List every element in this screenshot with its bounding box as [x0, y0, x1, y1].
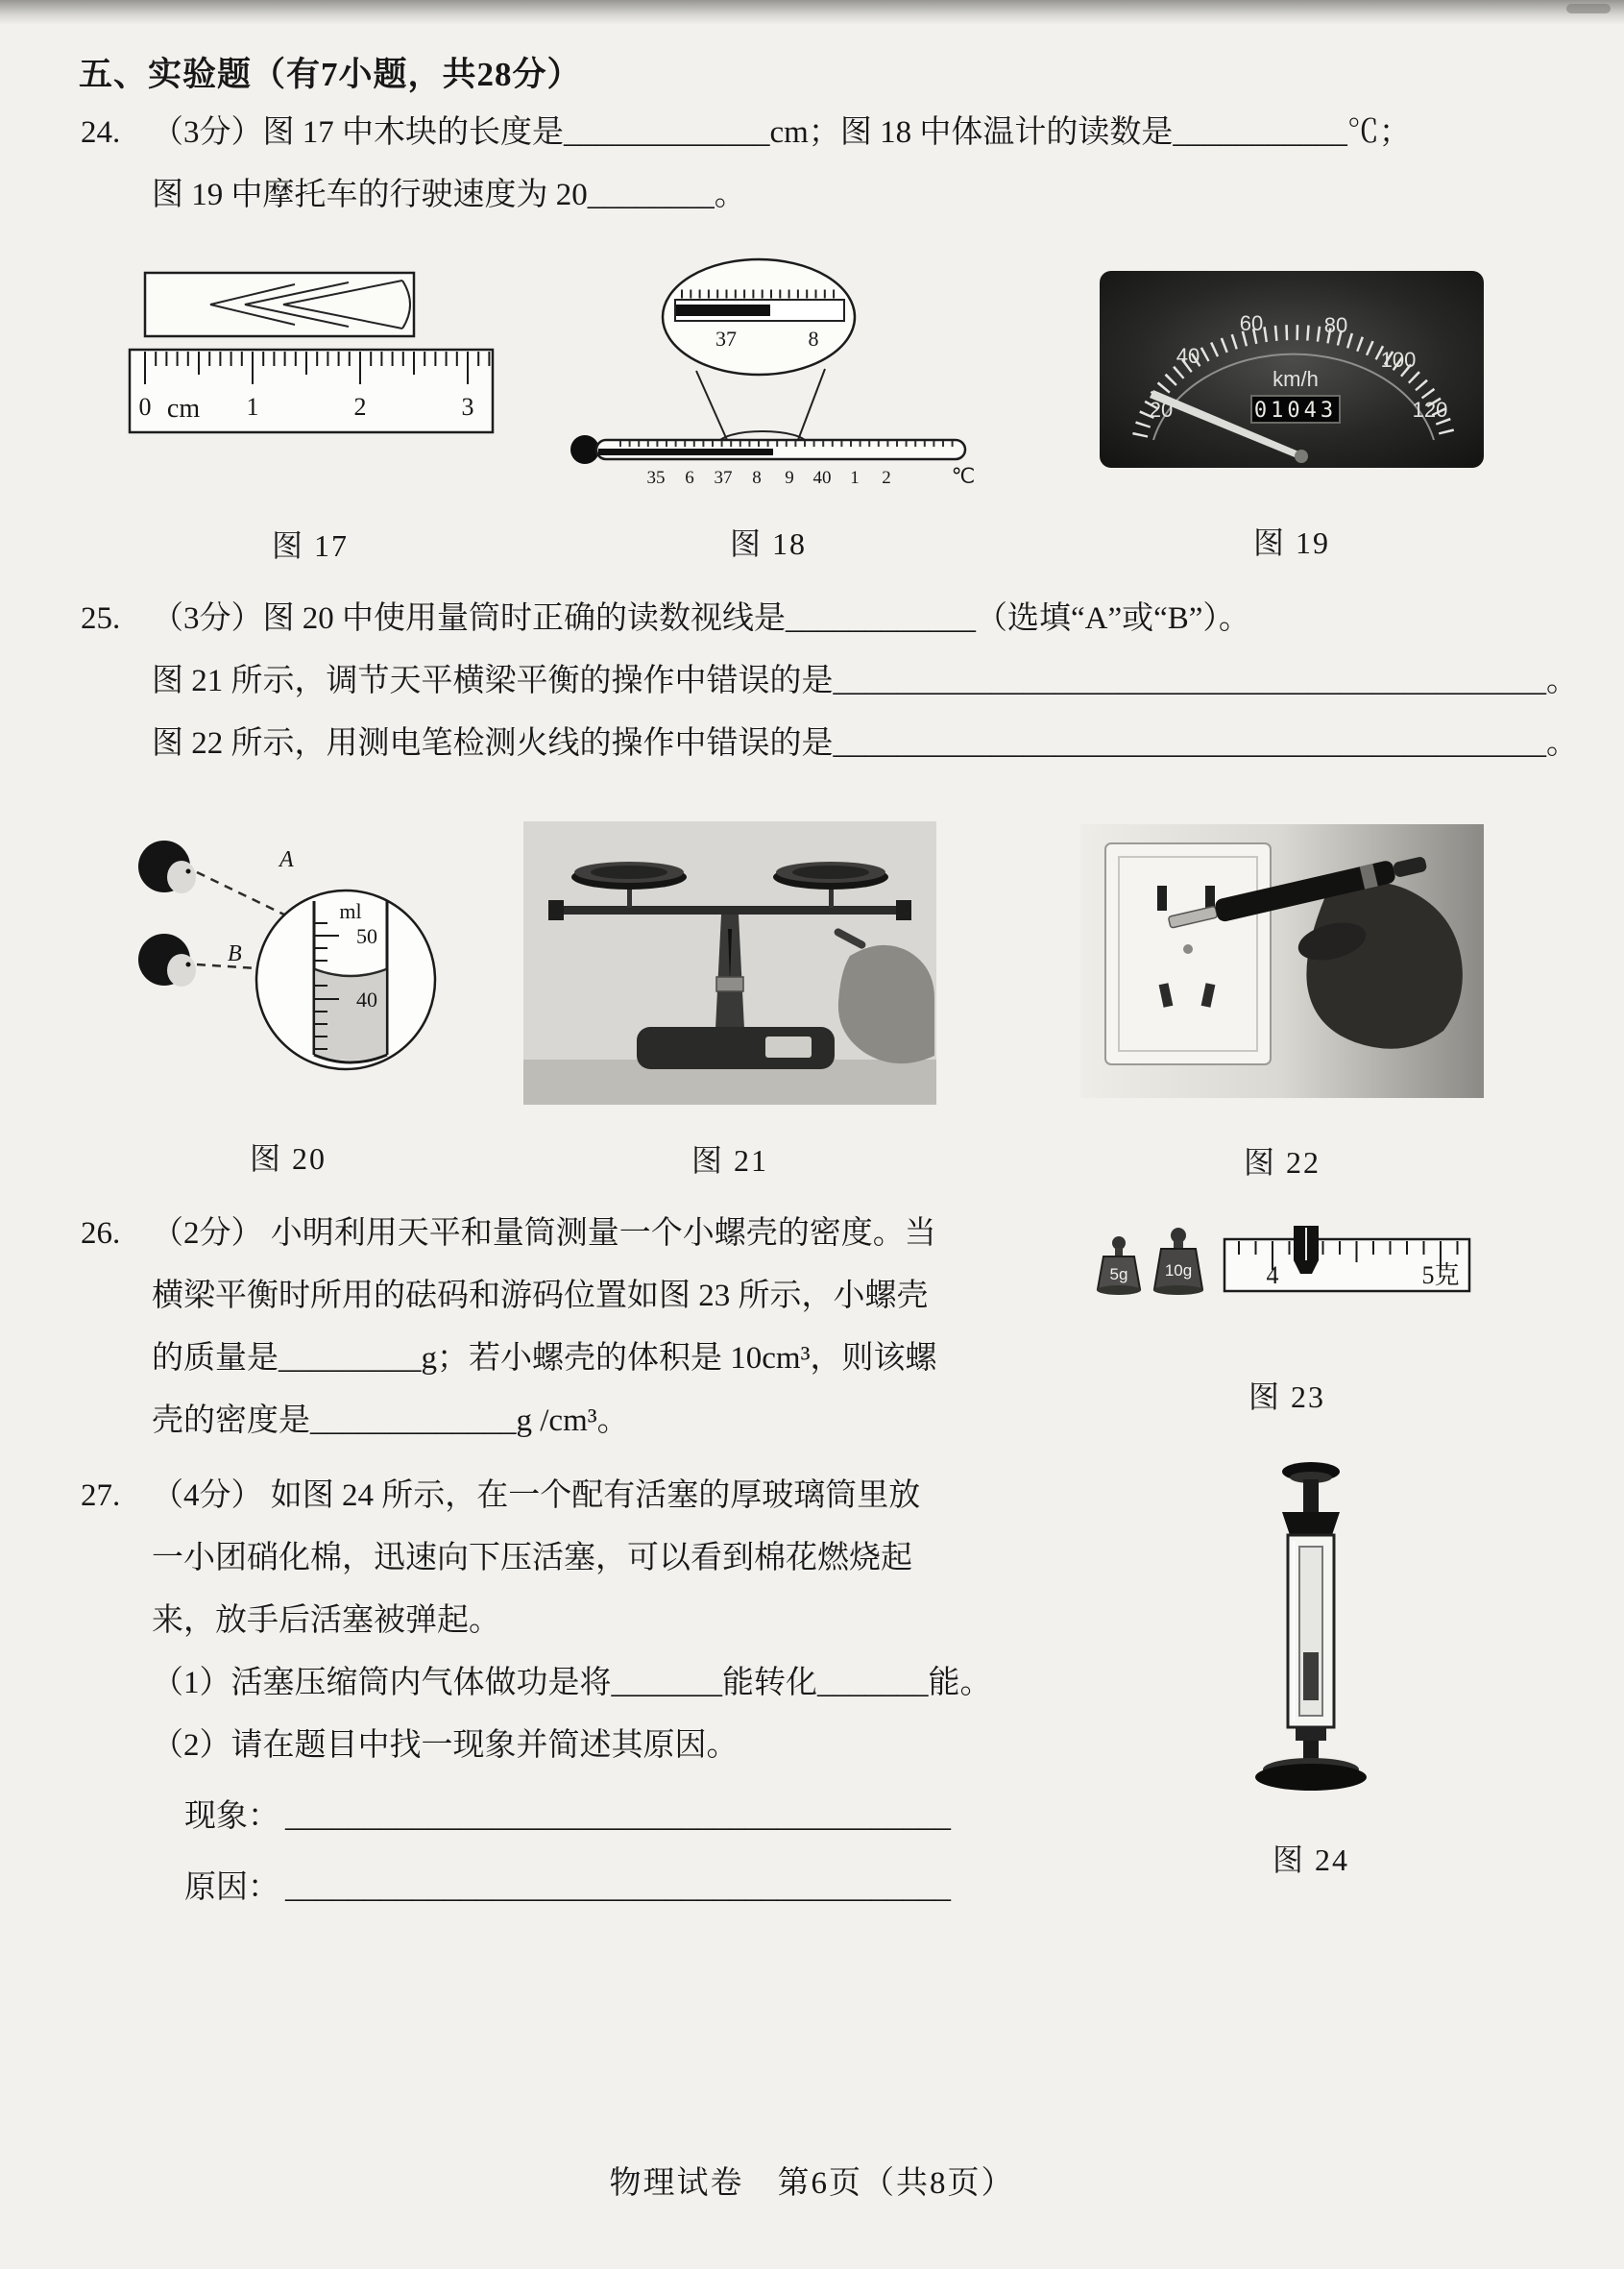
- scale-38: 8: [752, 468, 762, 488]
- cotton-wad: [1303, 1652, 1319, 1700]
- sight-label-b: B: [228, 941, 242, 966]
- ruler-label-cm: cm: [166, 394, 201, 424]
- thermometer-body: [570, 435, 975, 488]
- thermometer-illustration: [552, 252, 984, 490]
- question-26-line-1: （2分） 小明利用天平和量筒测量一个小螺壳的密度。当: [152, 1216, 936, 1251]
- stand-base: [1255, 1727, 1367, 1791]
- reason-blank: __________________________________________: [285, 1870, 951, 1905]
- section-title: 五、实验题（有7小题，共28分）: [79, 56, 582, 93]
- speedometer-illustration: [1100, 271, 1484, 468]
- scale-40: 40: [812, 468, 832, 488]
- reason-row: [184, 1857, 992, 1919]
- scale-42: 2: [882, 468, 891, 488]
- page-footer: 物理试卷 第6页（共8页）: [609, 2166, 1015, 2201]
- dial-120: 120: [1412, 398, 1448, 422]
- phenomenon-row: [184, 1786, 992, 1848]
- piston-syringe-illustration: [1215, 1452, 1407, 1818]
- woodblock-ruler-illustration: [118, 257, 502, 480]
- mark-50: 50: [356, 924, 377, 948]
- scale-label-4: 4: [1266, 1261, 1279, 1289]
- dial-80: 80: [1323, 313, 1348, 337]
- sight-label-a: A: [279, 847, 294, 872]
- dial-100: 100: [1380, 348, 1417, 372]
- reason-label: 原因：: [184, 1870, 279, 1905]
- question-26: [81, 1203, 936, 1452]
- question-24-line-1: （3分）图 17 中木块的长度是_____________cm；图 18 中体温计的读数是___________℃；: [152, 115, 1411, 150]
- scan-edge-artifact: [0, 0, 1624, 25]
- weight-10g: [1153, 1228, 1203, 1295]
- celsius-unit: ℃: [951, 464, 976, 488]
- question-25-line-2: 图 21 所示，调节天平横梁平衡的操作中错误的是_____________________________________________。: [152, 664, 1578, 698]
- figure-21: [519, 821, 941, 1181]
- question-27-line-3: 来，放手后活塞被弹起。: [152, 1603, 500, 1638]
- question-26-line-3: 的质量是_________g；若小螺壳的体积是 10cm³，则该螺: [152, 1341, 937, 1376]
- figure-17-caption: 图 17: [271, 528, 349, 563]
- question-27-text: [152, 1465, 992, 1919]
- figure-22: [1076, 824, 1489, 1183]
- dial-40: 40: [1176, 344, 1200, 368]
- ml-unit: ml: [339, 899, 362, 923]
- ruler-label-3: 3: [461, 393, 474, 421]
- wall-socket: [1105, 843, 1271, 1064]
- scale-36: 6: [685, 468, 694, 488]
- question-24-number: 24.: [81, 115, 121, 150]
- liquid: [315, 969, 386, 1061]
- magnifier-view: [663, 259, 855, 456]
- scan-smudge-artifact: [1566, 4, 1611, 13]
- ruler-label-0: 0: [138, 393, 152, 421]
- weight-5g: [1097, 1236, 1141, 1295]
- figure-22-caption: 图 22: [1243, 1145, 1321, 1180]
- ruler-label-1: 1: [246, 393, 259, 421]
- figure-19: [1095, 271, 1489, 563]
- question-27-sub-2: （2）请在题目中找一现象并简述其原因。: [152, 1728, 739, 1763]
- figure-20: [106, 818, 471, 1179]
- question-25: [81, 588, 1578, 775]
- scale-41: 1: [850, 468, 860, 488]
- odometer-reading: 01043: [1253, 399, 1338, 423]
- figure-19-caption: 图 19: [1252, 525, 1330, 560]
- glass-tube: [1288, 1535, 1334, 1727]
- phenomenon-label: 现象：: [184, 1799, 279, 1834]
- question-27-line-2: 一小团硝化棉，迅速向下压活塞，可以看到棉花燃烧起: [152, 1541, 912, 1575]
- scale-label-5g: 5克: [1421, 1261, 1460, 1289]
- question-25-line-1: （3分）图 20 中使用量筒时正确的读数视线是____________（选填“A”或“B”）。: [152, 601, 1250, 636]
- kmh-unit: km/h: [1273, 367, 1319, 391]
- figure-23: [1076, 1222, 1498, 1417]
- figure-17: [113, 257, 507, 566]
- question-26-text: [152, 1203, 936, 1452]
- observer-head-b: [138, 934, 196, 987]
- dial-60: 60: [1239, 311, 1264, 335]
- question-25-line-3: 图 22 所示，用测电笔检测火线的操作中错误的是_____________________________________________。: [152, 726, 1578, 761]
- figure-21-caption: 图 21: [691, 1143, 768, 1178]
- ruler-label-2: 2: [353, 393, 367, 421]
- ruler: [130, 350, 493, 432]
- mark-40: 40: [356, 988, 377, 1012]
- question-26-line-2: 横梁平衡时所用的砝码和游码位置如图 23 所示，小螺壳: [152, 1279, 929, 1313]
- figure-20-caption: 图 20: [249, 1141, 327, 1176]
- question-27: [81, 1465, 992, 1919]
- magnified-label-8: 8: [808, 327, 819, 351]
- question-27-line-1: （4分） 如图 24 所示，在一个配有活塞的厚玻璃筒里放: [152, 1478, 921, 1513]
- balance-base: [637, 1027, 835, 1069]
- weights-rider-illustration: [1080, 1222, 1493, 1337]
- figure-24: [1191, 1452, 1431, 1880]
- observer-head-a: [138, 841, 196, 893]
- question-24: [81, 102, 1411, 227]
- magnified-label-37: 37: [715, 327, 737, 351]
- figure-23-caption: 图 23: [1248, 1379, 1325, 1414]
- question-24-line-2: 图 19 中摩托车的行驶速度为 20________。: [152, 178, 746, 212]
- wood-block: [145, 273, 414, 336]
- scale-35: 35: [646, 468, 666, 488]
- figure-24-caption: 图 24: [1272, 1842, 1349, 1877]
- question-27-number: 27.: [81, 1478, 121, 1513]
- cylinder-reading-illustration: [110, 818, 466, 1107]
- plunger: [1282, 1462, 1340, 1535]
- question-24-text: [152, 102, 1411, 227]
- weight-10g-label: 10g: [1164, 1261, 1193, 1280]
- magnified-cylinder: [256, 891, 435, 1069]
- dial-20: 20: [1149, 398, 1174, 422]
- figure-18-caption: 图 18: [729, 526, 807, 561]
- weight-5g-label: 5g: [1109, 1265, 1128, 1283]
- balance-scale-illustration: [523, 821, 936, 1105]
- rider-scale: [1224, 1226, 1469, 1291]
- question-26-line-4: 壳的密度是_____________g /cm³。: [152, 1403, 629, 1438]
- scale-39: 9: [785, 468, 794, 488]
- question-25-text: [152, 588, 1578, 775]
- phenomenon-blank: __________________________________________: [285, 1799, 951, 1834]
- scale-37: 37: [714, 468, 733, 488]
- question-27-sub-1: （1）活塞压缩筒内气体做功是将_______能转化_______能。: [152, 1666, 992, 1700]
- figure-18: [552, 252, 984, 564]
- needle-pivot: [1295, 450, 1308, 463]
- question-26-number: 26.: [81, 1216, 121, 1251]
- question-25-number: 25.: [81, 601, 121, 636]
- test-pen-illustration: [1080, 824, 1484, 1098]
